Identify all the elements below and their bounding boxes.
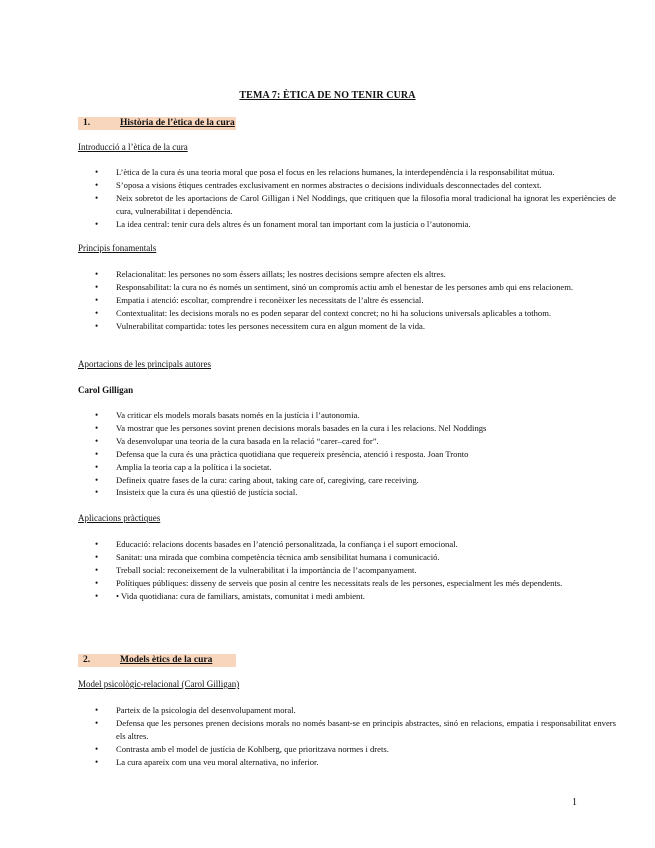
list-item: • Polítiques públiques: disseny de serveis que posin al centre les necessitats reals de les persones, especialment les més dependents. bbox=[78, 577, 616, 590]
authors-heading: Aportacions de les principals autores bbox=[78, 359, 211, 369]
section-2-heading bbox=[78, 654, 236, 667]
list-item: • Neix sobretot de les aportacions de Carol Gilligan i Nel Noddings, que critiquen que la filosofia moral tradicional ha ignorat les experiències de cura, vulnerabilitat i dependència. bbox=[78, 192, 616, 218]
section-2-title: Models ètics de la cura bbox=[120, 655, 213, 665]
intro-list bbox=[78, 166, 616, 231]
principles-heading: Principis fonamentals bbox=[78, 243, 157, 253]
list-item: • Relacionalitat: les persones no som éssers aïllats; les nostres decisions sempre afecten els altres. bbox=[78, 268, 616, 281]
section-1-title: Història de l’ètica de la cura bbox=[120, 118, 235, 128]
page-number: 1 bbox=[572, 797, 577, 808]
list-item: • Responsabilitat: la cura no és només un sentiment, sinó un compromís actiu amb el benestar de les persones amb qui ens relacionem. bbox=[78, 281, 616, 294]
list-item: • Va desenvolupar una teoria de la cura basada en la relació “carer–cared for”. bbox=[78, 435, 616, 448]
list-item: • L’ètica de la cura és una teoria moral que posa el focus en les relacions humanes, la interdependència i la responsabilitat mútua. bbox=[78, 166, 616, 179]
list-item: • Insisteix que la cura és una qüestió de justícia social. bbox=[78, 486, 616, 499]
section-2-number: 2. bbox=[83, 655, 91, 665]
authors-list bbox=[78, 409, 616, 499]
model-1-list bbox=[78, 704, 616, 769]
list-item: • La idea central: tenir cura dels altres és un fonament moral tan important com la justícia o l’autonomia. bbox=[78, 218, 616, 231]
section-1-heading bbox=[78, 117, 236, 130]
list-item: • Defensa que les persones prenen decisions morals no només basant-se en principis abstractes, sinó en relacions, empatia i responsabilitat envers els altres. bbox=[78, 717, 616, 743]
list-item: • Amplia la teoria cap a la política i la societat. bbox=[78, 461, 616, 474]
list-item: • Defensa que la cura és una pràctica quotidiana que requereix presència, atenció i resposta. Joan Tronto bbox=[78, 448, 616, 461]
applications-list bbox=[78, 538, 616, 603]
list-item: • • Vida quotidiana: cura de familiars, amistats, comunitat i medi ambient. bbox=[78, 590, 616, 603]
principles-list bbox=[78, 268, 616, 333]
list-item: • Sanitat: una mirada que combina competència tècnica amb sensibilitat humana i comunicació. bbox=[78, 551, 616, 564]
author-name: Carol Gilligan bbox=[78, 385, 134, 395]
list-item: • Va criticar els models morals basats només en la justícia i l’autonomia. bbox=[78, 409, 616, 422]
list-item: • Educació: relacions docents basades en l’atenció personalitzada, la confiança i el suport emocional. bbox=[78, 538, 616, 551]
applications-heading: Aplicacions pràctiques bbox=[78, 513, 161, 523]
intro-heading: Introducció a l’ètica de la cura bbox=[78, 142, 188, 152]
list-item: • Vulnerabilitat compartida: totes les persones necessitem cura en algun moment de la vida. bbox=[78, 320, 616, 333]
section-1-number: 1. bbox=[83, 118, 91, 128]
list-item: • La cura apareix com una veu moral alternativa, no inferior. bbox=[78, 756, 616, 769]
list-item: • Va mostrar que les persones sovint prenen decisions morals basades en la cura i les relacions. Nel Noddings bbox=[78, 422, 616, 435]
list-item: • Empatia i atenció: escoltar, comprendre i reconèixer les necessitats de l’altre és essencial. bbox=[78, 294, 616, 307]
list-item: • Parteix de la psicologia del desenvolupament moral. bbox=[78, 704, 616, 717]
list-item: • Defineix quatre fases de la cura: caring about, taking care of, caregiving, care receiving. bbox=[78, 474, 616, 487]
list-item: • Treball social: reconeixement de la vulnerabilitat i la importància de l’acompanyament. bbox=[78, 564, 616, 577]
document-title: TEMA 7: ÈTICA DE NO TENIR CURA bbox=[239, 90, 416, 101]
list-item: • S’oposa a visions ètiques centrades exclusivament en normes abstractes o decisions individuals desconnectades del context. bbox=[78, 179, 616, 192]
list-item: • Contextualitat: les decisions morals no es poden separar del context concret; no hi ha solucions universals aplicables a tothom. bbox=[78, 307, 616, 320]
list-item: • Contrasta amb el model de justícia de Kohlberg, que prioritzava normes i drets. bbox=[78, 743, 616, 756]
model-1-heading: Model psicològic-relacional (Carol Gilligan) bbox=[78, 679, 240, 689]
